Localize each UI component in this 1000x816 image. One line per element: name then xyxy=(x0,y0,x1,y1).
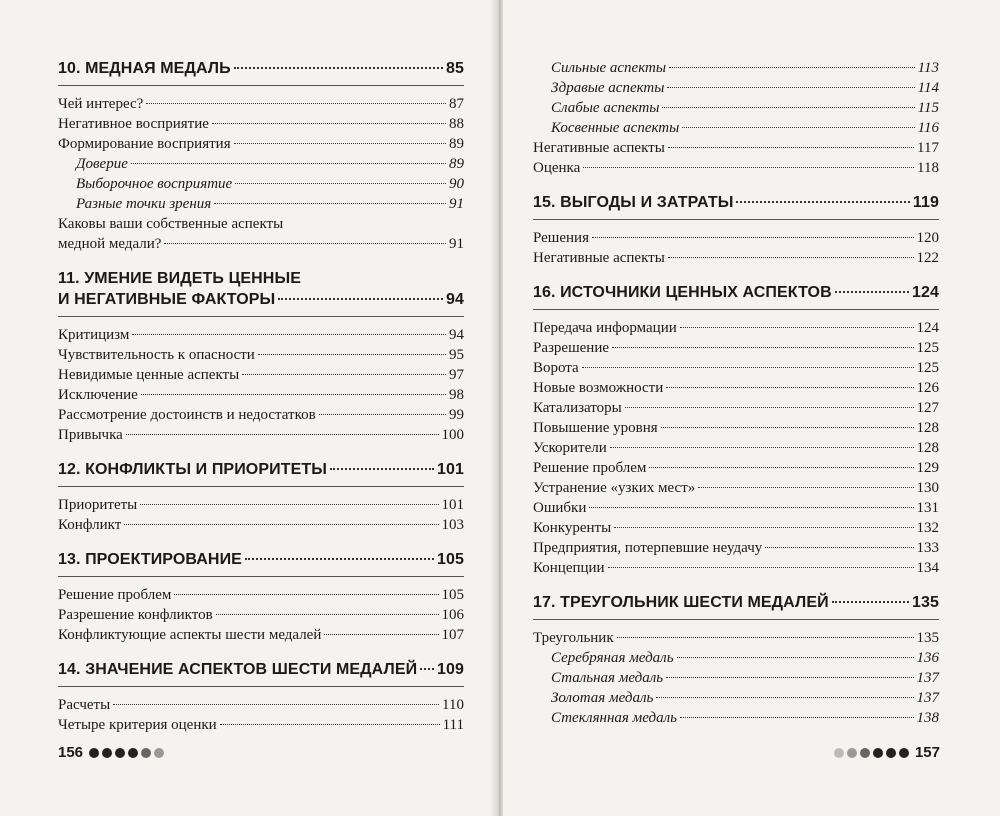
dot-leader xyxy=(583,167,914,168)
toc-entry xyxy=(533,338,939,358)
toc-entry-title: Разрешение конфликтов xyxy=(58,607,213,623)
dot-leader xyxy=(698,487,913,488)
dot-leader xyxy=(124,524,438,525)
toc-entry xyxy=(58,345,464,365)
dot-leader xyxy=(589,507,913,508)
toc-entry xyxy=(58,695,464,715)
toc-entry-page: 115 xyxy=(917,100,939,116)
toc-entry-page: 116 xyxy=(917,120,939,136)
toc-entry-page: 133 xyxy=(916,540,939,556)
toc-entry-title: Привычка xyxy=(58,427,123,443)
dot-leader xyxy=(141,394,446,395)
toc-entry-page: 118 xyxy=(917,160,939,176)
toc-entry-title: Косвенные аспекты xyxy=(551,120,680,136)
chapter-page: 101 xyxy=(437,461,464,478)
toc-entry-title: Сильные аспекты xyxy=(551,60,667,76)
toc-entry-title: Концепции xyxy=(533,560,605,576)
toc-entry-page: 138 xyxy=(916,710,939,726)
toc-entry-title: Негативные аспекты xyxy=(533,250,665,266)
chapter-title-line1: 11. УМЕНИЕ ВИДЕТЬ ЦЕННЫЕ xyxy=(58,270,301,287)
toc-entry-title: Ворота xyxy=(533,360,579,376)
toc-entry-title: Приоритеты xyxy=(58,497,138,513)
toc-entry xyxy=(58,325,464,345)
dot-leader xyxy=(617,637,914,638)
toc-entry-page: 98 xyxy=(449,387,464,403)
toc-entry-page: 130 xyxy=(916,480,939,496)
toc-entry-page: 125 xyxy=(916,340,939,356)
toc-entry-title: Ошибки xyxy=(533,500,587,516)
toc-entry-title: Новые возможности xyxy=(533,380,664,396)
dot-leader xyxy=(614,527,913,528)
chapter-title: И НЕГАТИВНЫЕ ФАКТОРЫ xyxy=(58,291,276,308)
left-footer xyxy=(58,744,170,761)
chapter-page: 94 xyxy=(446,291,464,308)
section-gap xyxy=(58,535,464,549)
dot-leader xyxy=(765,547,913,548)
toc-entry-page: 136 xyxy=(916,650,939,666)
toc-entry-title: медной медали? xyxy=(58,236,162,252)
dot-leader xyxy=(592,237,914,238)
toc-entry-page: 127 xyxy=(916,400,939,416)
dot-leader xyxy=(661,427,914,428)
toc-entry-title: Доверие xyxy=(76,156,128,172)
left-page xyxy=(0,0,497,816)
dot-leader xyxy=(234,67,443,69)
dot-leader xyxy=(319,414,446,415)
dot-leader xyxy=(612,347,913,348)
toc-entry-title: Негативные аспекты xyxy=(533,140,665,156)
toc-entry-page: 111 xyxy=(442,717,464,733)
toc-right xyxy=(533,58,939,728)
dot-leader xyxy=(146,103,446,104)
toc-entry-title: Негативное восприятие xyxy=(58,116,209,132)
dot-leader xyxy=(649,467,913,468)
toc-entry-page: 87 xyxy=(449,96,464,112)
toc-entry-title: Повышение уровня xyxy=(533,420,658,436)
dot-leader xyxy=(662,107,914,108)
section-gap xyxy=(533,178,939,192)
toc-entry-title: Треугольник xyxy=(533,630,614,646)
toc-entry-page: 90 xyxy=(449,176,464,192)
toc-entry-page: 125 xyxy=(916,360,939,376)
toc-entry-title: Серебряная медаль xyxy=(551,650,674,666)
section-gap xyxy=(58,254,464,268)
toc-entry-page: 132 xyxy=(916,520,939,536)
toc-entry-title: Невидимые ценные аспекты xyxy=(58,367,240,383)
toc-entry xyxy=(58,515,464,535)
chapter-page: 135 xyxy=(912,594,939,611)
chapter-page: 124 xyxy=(912,284,939,301)
toc-entry-page: 134 xyxy=(916,560,939,576)
toc-entry-row xyxy=(58,234,464,254)
toc-entry xyxy=(533,538,939,558)
toc-entry-page: 128 xyxy=(916,420,939,436)
toc-entry-title: Предприятия, потерпевшие неудачу xyxy=(533,540,763,556)
toc-entry xyxy=(58,94,464,114)
chapter-page: 109 xyxy=(437,661,464,678)
toc-entry xyxy=(533,498,939,518)
chapter-heading xyxy=(533,592,939,613)
decorative-dots-right xyxy=(834,748,909,758)
chapter-title: 17. ТРЕУГОЛЬНИК ШЕСТИ МЕДАЛЕЙ xyxy=(533,594,829,611)
dot-leader xyxy=(278,298,443,300)
dot-leader xyxy=(667,87,914,88)
toc-entry-page: 89 xyxy=(449,136,464,152)
dot-leader xyxy=(242,374,446,375)
dot-leader xyxy=(680,717,914,718)
toc-entry xyxy=(533,398,939,418)
toc-entry-page: 120 xyxy=(916,230,939,246)
toc-entry-title: Здравые аспекты xyxy=(551,80,665,96)
toc-entry-title: Исключение xyxy=(58,387,138,403)
toc-subentry xyxy=(533,58,939,78)
dot-leader xyxy=(131,163,446,164)
toc-entry-title: Расчеты xyxy=(58,697,111,713)
page-number-left: 156 xyxy=(58,744,84,761)
toc-entry-page: 99 xyxy=(449,407,464,423)
toc-entry-title: Чувствительность к опасности xyxy=(58,347,255,363)
chapter-rule xyxy=(58,576,464,577)
section-gap xyxy=(533,578,939,592)
section-gap xyxy=(58,645,464,659)
toc-entry-page: 106 xyxy=(441,607,464,623)
dot-leader xyxy=(324,634,438,635)
toc-entry xyxy=(533,438,939,458)
toc-entry-page: 89 xyxy=(449,156,464,172)
dot-leader xyxy=(835,291,909,293)
toc-entry-title: Решение проблем xyxy=(533,460,647,476)
toc-entry-title: Ускорители xyxy=(533,440,607,456)
toc-entry-title: Оценка xyxy=(533,160,581,176)
dot-leader xyxy=(420,668,434,670)
dot-leader xyxy=(113,704,439,705)
chapter-rule xyxy=(58,85,464,86)
toc-entry xyxy=(533,628,939,648)
toc-entry-title: Разные точки зрения xyxy=(76,196,212,212)
toc-entry xyxy=(58,495,464,515)
toc-entry-page: 91 xyxy=(449,236,464,252)
decorative-dots-left xyxy=(89,748,164,758)
chapter-heading xyxy=(58,459,464,480)
toc-entry-title: Золотая медаль xyxy=(551,690,654,706)
toc-entry-title: Слабые аспекты xyxy=(551,100,660,116)
chapter-heading xyxy=(533,192,939,213)
toc-entry-title: Четыре критерия оценки xyxy=(58,717,217,733)
toc-entry xyxy=(58,385,464,405)
toc-entry-page: 114 xyxy=(917,80,939,96)
dot-leader xyxy=(682,127,914,128)
dot-leader xyxy=(625,407,914,408)
toc-entry-page: 94 xyxy=(449,327,464,343)
toc-entry xyxy=(533,248,939,268)
toc-entry xyxy=(533,518,939,538)
toc-entry xyxy=(58,605,464,625)
dot-leader xyxy=(677,657,914,658)
dot-leader xyxy=(610,447,914,448)
chapter-heading xyxy=(58,268,464,310)
chapter-title: 15. ВЫГОДЫ И ЗАТРАТЫ xyxy=(533,194,734,211)
toc-entry xyxy=(533,138,939,158)
toc-subentry xyxy=(58,174,464,194)
dot-leader xyxy=(832,601,909,603)
dot-leader xyxy=(656,697,913,698)
dot-leader xyxy=(216,614,439,615)
chapter-rule xyxy=(58,316,464,317)
toc-entry-title: Стальная медаль xyxy=(551,670,664,686)
chapter-page: 119 xyxy=(912,194,939,211)
chapter-title: 16. ИСТОЧНИКИ ЦЕННЫХ АСПЕКТОВ xyxy=(533,284,832,301)
toc-entry-page: 110 xyxy=(442,697,464,713)
toc-entry xyxy=(533,558,939,578)
toc-subentry xyxy=(533,98,939,118)
dot-leader xyxy=(132,334,446,335)
toc-entry xyxy=(533,158,939,178)
toc-entry-page: 113 xyxy=(917,60,939,76)
dot-leader xyxy=(174,594,438,595)
dot-leader xyxy=(140,504,438,505)
dot-leader xyxy=(666,677,913,678)
toc-entry-page: 88 xyxy=(449,116,464,132)
chapter-rule xyxy=(533,219,939,220)
dot-leader xyxy=(669,67,915,68)
toc-entry-page: 137 xyxy=(916,670,939,686)
toc-entry-title: Рассмотрение достоинств и недостатков xyxy=(58,407,316,423)
toc-entry-title: Решение проблем xyxy=(58,587,172,603)
chapter-title: 12. КОНФЛИКТЫ И ПРИОРИТЕТЫ xyxy=(58,461,327,478)
dot-leader xyxy=(126,434,439,435)
toc-entry-title: Решения xyxy=(533,230,589,246)
dot-leader xyxy=(736,201,909,203)
toc-subentry xyxy=(533,688,939,708)
toc-subentry xyxy=(533,648,939,668)
toc-entry-page: 137 xyxy=(916,690,939,706)
toc-entry xyxy=(58,405,464,425)
toc-left xyxy=(58,58,464,735)
toc-entry-page: 101 xyxy=(441,497,464,513)
toc-entry-page: 107 xyxy=(441,627,464,643)
toc-entry-page: 126 xyxy=(916,380,939,396)
dot-leader xyxy=(680,327,914,328)
chapter-heading xyxy=(58,58,464,79)
toc-subentry xyxy=(533,118,939,138)
toc-entry-page: 131 xyxy=(916,500,939,516)
dot-leader xyxy=(608,567,914,568)
toc-entry-page: 105 xyxy=(441,587,464,603)
toc-entry-page: 122 xyxy=(916,250,939,266)
dot-leader xyxy=(212,123,446,124)
toc-entry-title: Передача информации xyxy=(533,320,677,336)
toc-entry xyxy=(533,318,939,338)
toc-entry-title: Чей интерес? xyxy=(58,96,144,112)
toc-entry xyxy=(533,358,939,378)
toc-entry xyxy=(533,418,939,438)
chapter-title: 14. ЗНАЧЕНИЕ АСПЕКТОВ ШЕСТИ МЕДАЛЕЙ xyxy=(58,661,418,678)
toc-entry-title: Стеклянная медаль xyxy=(551,710,677,726)
chapter-rule xyxy=(58,486,464,487)
toc-entry-title: Конфликтующие аспекты шести медалей xyxy=(58,627,322,643)
right-page xyxy=(503,0,1000,816)
toc-entry-page: 100 xyxy=(441,427,464,443)
toc-subentry xyxy=(58,154,464,174)
toc-entry xyxy=(58,214,464,254)
toc-entry xyxy=(58,114,464,134)
dot-leader xyxy=(164,243,446,244)
dot-leader xyxy=(666,387,913,388)
toc-entry-page: 103 xyxy=(441,517,464,533)
toc-entry-title: Разрешение xyxy=(533,340,610,356)
toc-entry xyxy=(533,478,939,498)
toc-subentry xyxy=(533,78,939,98)
toc-entry xyxy=(58,625,464,645)
dot-leader xyxy=(668,257,914,258)
chapter-page: 85 xyxy=(446,60,464,77)
toc-entry xyxy=(58,365,464,385)
toc-subentry xyxy=(533,708,939,728)
section-gap xyxy=(58,445,464,459)
dot-leader xyxy=(330,468,434,470)
toc-entry-title: Выборочное восприятие xyxy=(76,176,233,192)
toc-entry xyxy=(58,425,464,445)
chapter-rule xyxy=(58,686,464,687)
dot-leader xyxy=(234,143,446,144)
toc-entry-title: Конкуренты xyxy=(533,520,612,536)
toc-entry-page: 95 xyxy=(449,347,464,363)
toc-entry-title: Устранение «узких мест» xyxy=(533,480,696,496)
toc-entry-title: Формирование восприятия xyxy=(58,136,231,152)
toc-entry-page: 117 xyxy=(917,140,939,156)
chapter-title: 10. МЕДНАЯ МЕДАЛЬ xyxy=(58,60,231,77)
chapter-heading xyxy=(58,659,464,680)
toc-entry-page: 135 xyxy=(916,630,939,646)
toc-entry-page: 129 xyxy=(916,460,939,476)
toc-entry-page: 124 xyxy=(916,320,939,336)
chapter-title: 13. ПРОЕКТИРОВАНИЕ xyxy=(58,551,242,568)
dot-leader xyxy=(235,183,446,184)
dot-leader xyxy=(258,354,446,355)
toc-subentry xyxy=(58,194,464,214)
toc-entry xyxy=(533,458,939,478)
chapter-heading xyxy=(533,282,939,303)
toc-entry xyxy=(533,378,939,398)
dot-leader xyxy=(582,367,914,368)
chapter-rule xyxy=(533,309,939,310)
toc-entry-title: Критицизм xyxy=(58,327,130,343)
toc-entry-title: Катализаторы xyxy=(533,400,622,416)
chapter-title-row xyxy=(58,289,464,310)
dot-leader xyxy=(245,558,434,560)
toc-entry-title: Конфликт xyxy=(58,517,122,533)
toc-entry xyxy=(58,715,464,735)
chapter-rule xyxy=(533,619,939,620)
dot-leader xyxy=(214,203,446,204)
right-footer xyxy=(828,744,940,761)
chapter-heading xyxy=(58,549,464,570)
page-number-right: 157 xyxy=(914,744,940,761)
toc-entry xyxy=(58,585,464,605)
section-gap xyxy=(533,268,939,282)
toc-subentry xyxy=(533,668,939,688)
dot-leader xyxy=(220,724,440,725)
toc-entry-page: 91 xyxy=(449,196,464,212)
toc-entry-page: 128 xyxy=(916,440,939,456)
toc-entry-page: 97 xyxy=(449,367,464,383)
chapter-page: 105 xyxy=(437,551,464,568)
dot-leader xyxy=(668,147,914,148)
toc-entry xyxy=(533,228,939,248)
toc-entry-line1: Каковы ваши собственные аспекты xyxy=(58,216,284,232)
toc-entry xyxy=(58,134,464,154)
